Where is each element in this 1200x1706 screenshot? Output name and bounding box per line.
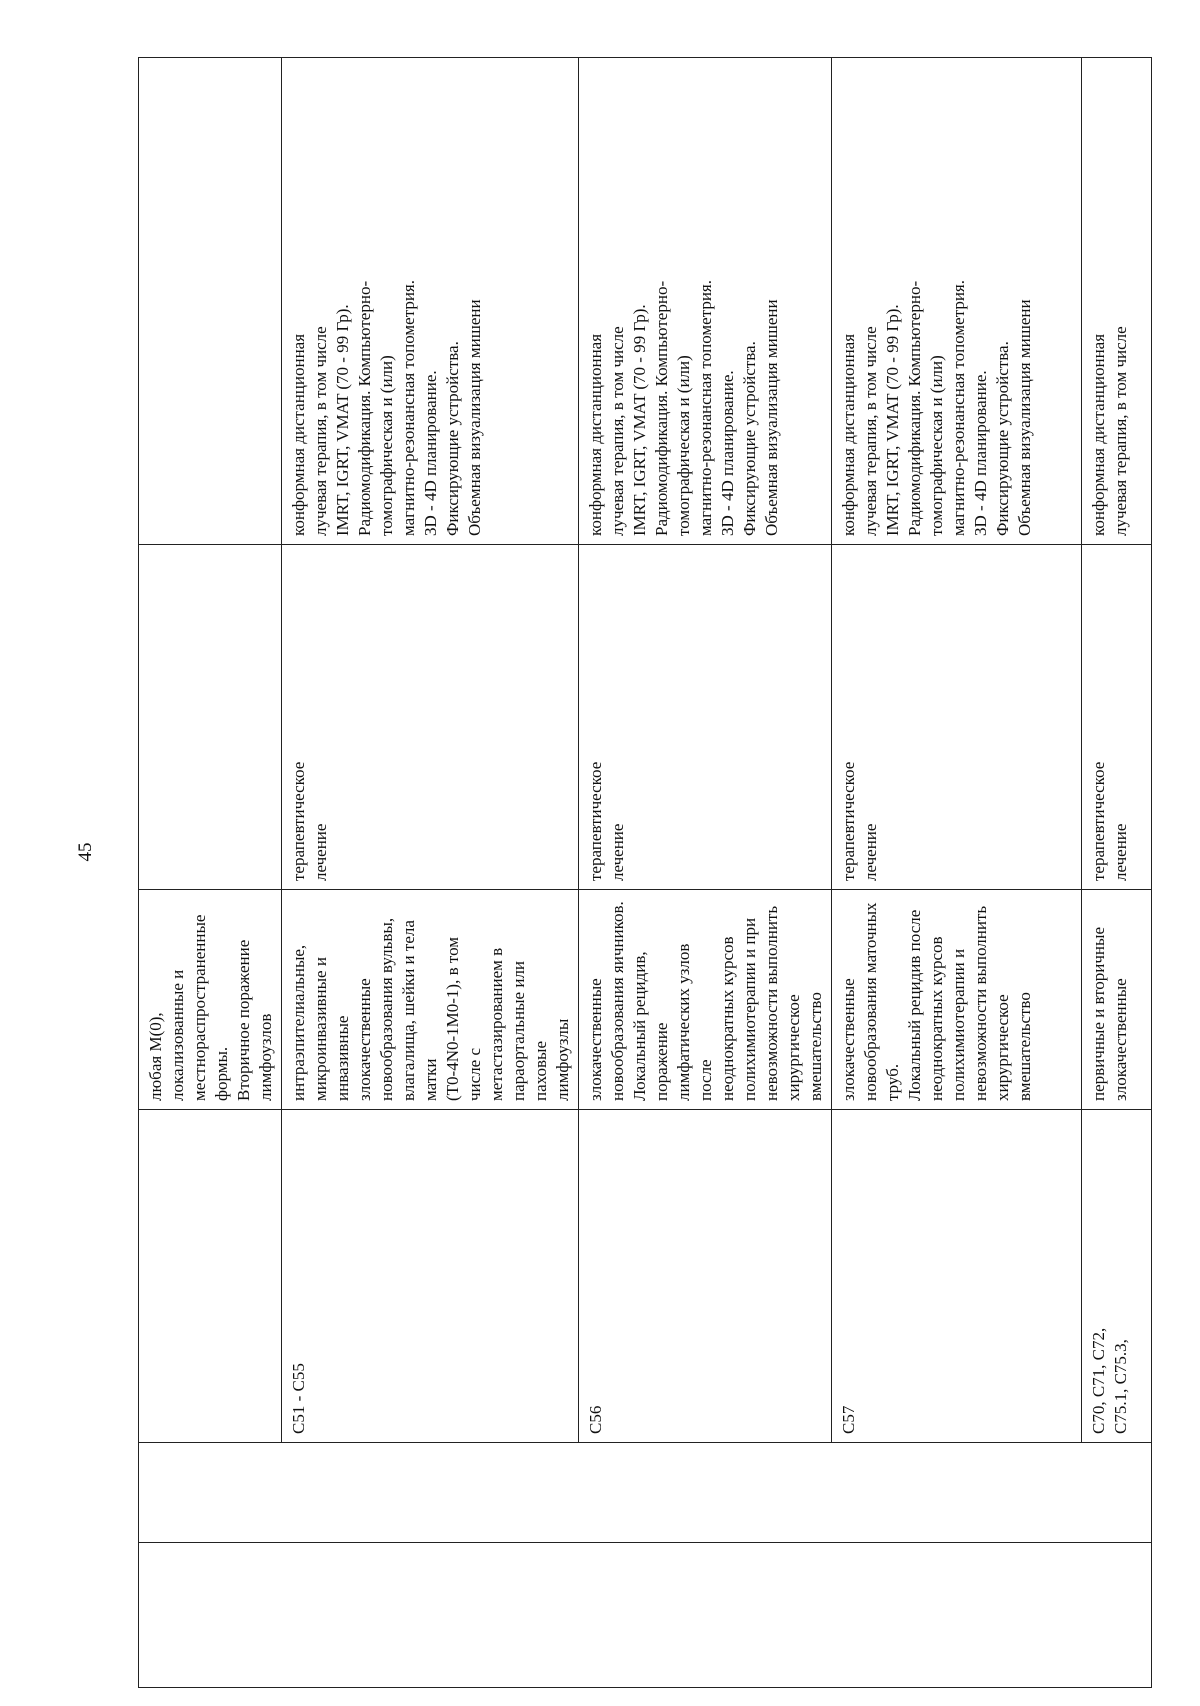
- method-text: конформная дистанционная лучевая терапия, в том числе IMRT, IGRT, VMAT (70 - 99 Гр). Радиомодификация. Компьютерно- томографическая и (или) магнитно-резонансная топометрия. 3D - 4D планирование. Фиксирующие устройства. Объемная визуализация мишени: [586, 280, 781, 536]
- diagnosis-cell: [282, 890, 579, 1110]
- treatment-text: терапевтическое лечение: [586, 761, 627, 881]
- code-cell: [579, 1110, 832, 1443]
- table-row: [139, 58, 282, 1688]
- treatment-text: терапевтическое лечение: [289, 761, 330, 881]
- code-text: C70, C71, C72, C75.1, C75.3,: [1089, 1327, 1130, 1434]
- diagnosis-cell: [1082, 890, 1152, 1110]
- treatment-cell: [579, 545, 832, 890]
- method-cell: [1082, 58, 1152, 545]
- treatment-text: терапевтическое лечение: [839, 761, 880, 881]
- method-cell: [282, 58, 579, 545]
- method-text: конформная дистанционная лучевая терапия, в том числе IMRT, IGRT, VMAT (70 - 99 Гр). Радиомодификация. Компьютерно- томографическая и (или) магнитно-резонансная топометрия. 3D - 4D планирование. Фиксирующие устройства. Объемная визуализация мишени: [289, 280, 484, 536]
- rotated-table-container: [138, 58, 1130, 1688]
- code-cell: [1082, 1110, 1152, 1443]
- treatment-table: [138, 57, 1152, 1688]
- code-text: C56: [586, 1405, 605, 1434]
- method-cell: [832, 58, 1082, 545]
- treatment-cell: [282, 545, 579, 890]
- method-text: конформная дистанционная лучевая терапия, в том числе: [1089, 326, 1130, 536]
- code-cell: [282, 1110, 579, 1443]
- diagnosis-cell: [139, 890, 282, 1110]
- treatment-cell: [139, 545, 282, 890]
- diagnosis-text: интраэпителиальные, микроинвазивные и инвазивные злокачественные новообразования вульвы, влагалища, шейки и тела матки (T0-4N0-1M0-1), в том числе с метастазированием в параортальные или паховые лимфоузлы: [289, 917, 572, 1101]
- treatment-cell: [1082, 545, 1152, 890]
- treatment-cell: [832, 545, 1082, 890]
- diagnosis-text: первичные и вторичные злокачественные: [1089, 926, 1130, 1101]
- method-cell: [139, 58, 282, 545]
- treatment-text: терапевтическое лечение: [1089, 761, 1130, 881]
- method-cell: [579, 58, 832, 545]
- empty-group-column: [139, 1443, 1152, 1543]
- diagnosis-text: любая M(0), локализованные и местнораспространенные формы. Вторичное поражение лимфоузлов: [146, 914, 275, 1101]
- method-text: конформная дистанционная лучевая терапия, в том числе IMRT, IGRT, VMAT (70 - 99 Гр). Радиомодификация. Компьютерно- томографическая и (или) магнитно-резонансная топометрия. 3D - 4D планирование. Фиксирующие устройства. Объемная визуализация мишени: [839, 280, 1034, 536]
- empty-number-column: [139, 1543, 1152, 1688]
- code-text: C57: [839, 1405, 858, 1434]
- code-text: C51 - C55: [289, 1363, 308, 1434]
- code-cell: [832, 1110, 1082, 1443]
- diagnosis-text: злокачественные новообразования яичников. Локальный рецидив, поражение лимфатических узлов после неоднократных курсов полихимиотерапии и при невозможности выполнить хирургическое вмешательство: [586, 901, 825, 1101]
- page-number: 45: [75, 842, 96, 862]
- diagnosis-cell: [579, 890, 832, 1110]
- diagnosis-text: злокачественные новообразования маточных труб. Локальный рецидив после неоднократных курсов полихимиотерапии и невозможности выполнить хирургическое вмешательство: [839, 902, 1034, 1101]
- diagnosis-cell: [832, 890, 1082, 1110]
- code-cell: [139, 1110, 282, 1443]
